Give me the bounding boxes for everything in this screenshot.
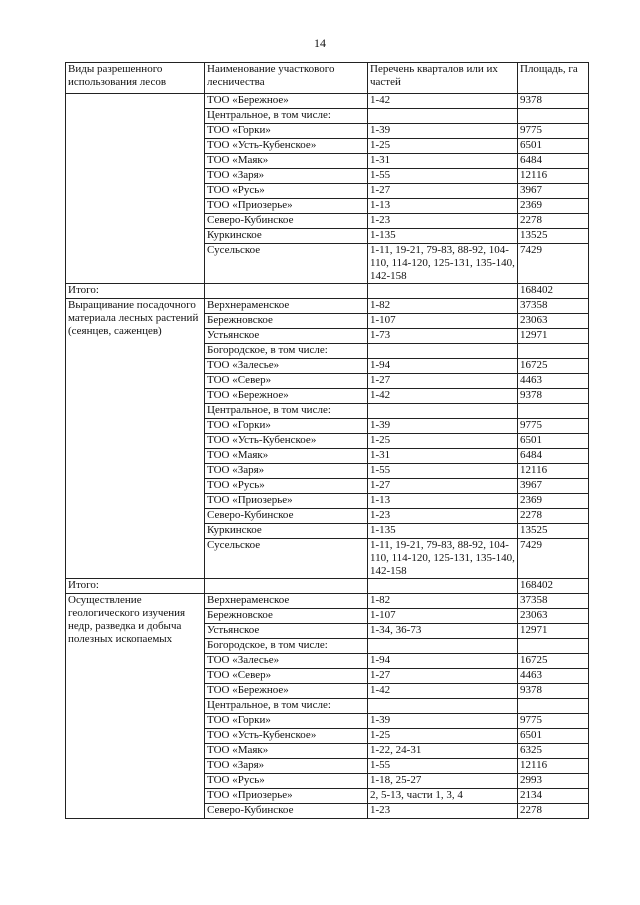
forestry-name-cell: Сусельское: [205, 539, 368, 579]
quarters-cell: 1-11, 19-21, 79-83, 88-92, 104-110, 114-120, 125-131, 135-140, 142-158: [368, 244, 518, 284]
quarters-cell: 1-135: [368, 229, 518, 244]
forestry-name-cell: ТОО «Горки»: [205, 124, 368, 139]
quarters-cell: 1-25: [368, 434, 518, 449]
forestry-name-cell: Богородское, в том числе:: [205, 344, 368, 359]
quarters-cell: 1-39: [368, 714, 518, 729]
forestry-name-cell: ТОО «Север»: [205, 374, 368, 389]
quarters-cell: 1-42: [368, 94, 518, 109]
forestry-name-cell: ТОО «Залесье»: [205, 359, 368, 374]
forestry-name-cell: ТОО «Заря»: [205, 759, 368, 774]
total-empty-cell: [205, 579, 368, 594]
area-cell: 4463: [518, 669, 589, 684]
area-cell: [518, 109, 589, 124]
area-cell: 23063: [518, 609, 589, 624]
quarters-cell: [368, 639, 518, 654]
header-use-type: Виды разрешенного использования лесов: [66, 63, 205, 94]
quarters-cell: 1-31: [368, 154, 518, 169]
page-number: 14: [314, 36, 326, 50]
quarters-cell: 1-23: [368, 214, 518, 229]
area-cell: 2369: [518, 199, 589, 214]
total-empty-cell: [205, 284, 368, 299]
header-area: Площадь, га: [518, 63, 589, 94]
header-forestry-name: Наименование участкового лесничества: [205, 63, 368, 94]
quarters-cell: 1-42: [368, 684, 518, 699]
area-cell: 4463: [518, 374, 589, 389]
quarters-cell: [368, 699, 518, 714]
quarters-cell: 1-31: [368, 449, 518, 464]
forestry-name-cell: ТОО «Усть-Кубенское»: [205, 434, 368, 449]
land-use-table: [65, 62, 589, 819]
table-body: [66, 94, 589, 819]
area-cell: 6484: [518, 154, 589, 169]
forestry-name-cell: ТОО «Русь»: [205, 184, 368, 199]
area-cell: 3967: [518, 184, 589, 199]
area-cell: 2369: [518, 494, 589, 509]
quarters-cell: 1-55: [368, 759, 518, 774]
quarters-cell: 1-23: [368, 804, 518, 819]
quarters-cell: [368, 109, 518, 124]
forestry-name-cell: ТОО «Приозерье»: [205, 494, 368, 509]
forestry-name-cell: ТОО «Бережное»: [205, 389, 368, 404]
total-value: 168402: [518, 579, 589, 594]
quarters-cell: 1-55: [368, 464, 518, 479]
quarters-cell: 1-34, 36-73: [368, 624, 518, 639]
quarters-cell: 1-94: [368, 359, 518, 374]
total-row: [66, 284, 589, 299]
area-cell: 6484: [518, 449, 589, 464]
forestry-name-cell: ТОО «Усть-Кубенское»: [205, 729, 368, 744]
table-header-row: [66, 63, 589, 94]
forestry-name-cell: ТОО «Маяк»: [205, 449, 368, 464]
forestry-name-cell: ТОО «Горки»: [205, 419, 368, 434]
quarters-cell: 1-27: [368, 479, 518, 494]
total-value: 168402: [518, 284, 589, 299]
area-cell: 6325: [518, 744, 589, 759]
area-cell: 16725: [518, 654, 589, 669]
area-cell: 9378: [518, 94, 589, 109]
use-type-cell: Осуществление геологического изучения недр, разведка и добыча полезных ископаемых: [66, 594, 205, 819]
use-type-cell: [66, 94, 205, 284]
area-cell: [518, 404, 589, 419]
total-empty-cell: [368, 284, 518, 299]
area-cell: 23063: [518, 314, 589, 329]
area-cell: 6501: [518, 434, 589, 449]
use-type-cell: Выращивание посадочного материала лесных растений (сеянцев, саженцев): [66, 299, 205, 579]
area-cell: 9378: [518, 684, 589, 699]
quarters-cell: [368, 344, 518, 359]
quarters-cell: 1-107: [368, 314, 518, 329]
total-label: Итого:: [66, 284, 205, 299]
forestry-name-cell: Верхнераменское: [205, 299, 368, 314]
forestry-name-cell: ТОО «Север»: [205, 669, 368, 684]
forestry-name-cell: Бережновское: [205, 314, 368, 329]
quarters-cell: 1-135: [368, 524, 518, 539]
quarters-cell: 1-25: [368, 729, 518, 744]
table-row: [66, 94, 589, 109]
quarters-cell: 1-27: [368, 184, 518, 199]
area-cell: 2278: [518, 214, 589, 229]
quarters-cell: 2, 5-13, части 1, 3, 4: [368, 789, 518, 804]
forestry-name-cell: Верхнераменское: [205, 594, 368, 609]
quarters-cell: 1-25: [368, 139, 518, 154]
area-cell: 12116: [518, 464, 589, 479]
area-cell: 13525: [518, 524, 589, 539]
area-cell: 12116: [518, 759, 589, 774]
forestry-name-cell: Северо-Кубинское: [205, 214, 368, 229]
area-cell: 12971: [518, 624, 589, 639]
area-cell: 2993: [518, 774, 589, 789]
forestry-name-cell: ТОО «Залесье»: [205, 654, 368, 669]
area-cell: 3967: [518, 479, 589, 494]
area-cell: 9775: [518, 124, 589, 139]
quarters-cell: 1-39: [368, 124, 518, 139]
forestry-name-cell: ТОО «Заря»: [205, 169, 368, 184]
area-cell: 12971: [518, 329, 589, 344]
quarters-cell: [368, 404, 518, 419]
quarters-cell: 1-82: [368, 594, 518, 609]
area-cell: [518, 344, 589, 359]
area-cell: 9775: [518, 419, 589, 434]
quarters-cell: 1-13: [368, 494, 518, 509]
forestry-name-cell: Центральное, в том числе:: [205, 109, 368, 124]
area-cell: [518, 639, 589, 654]
area-cell: 9775: [518, 714, 589, 729]
forestry-name-cell: Северо-Кубинское: [205, 509, 368, 524]
area-cell: 2134: [518, 789, 589, 804]
table-row: [66, 594, 589, 609]
forestry-name-cell: Центральное, в том числе:: [205, 699, 368, 714]
forestry-name-cell: ТОО «Русь»: [205, 774, 368, 789]
forestry-name-cell: Устьянское: [205, 624, 368, 639]
area-cell: 37358: [518, 594, 589, 609]
quarters-cell: 1-42: [368, 389, 518, 404]
area-cell: 6501: [518, 729, 589, 744]
forestry-name-cell: ТОО «Русь»: [205, 479, 368, 494]
forestry-name-cell: ТОО «Маяк»: [205, 154, 368, 169]
forestry-name-cell: ТОО «Бережное»: [205, 684, 368, 699]
quarters-cell: 1-27: [368, 669, 518, 684]
forestry-name-cell: Куркинское: [205, 229, 368, 244]
quarters-cell: 1-82: [368, 299, 518, 314]
area-cell: 7429: [518, 539, 589, 579]
area-cell: 2278: [518, 509, 589, 524]
forestry-name-cell: Северо-Кубинское: [205, 804, 368, 819]
area-cell: 7429: [518, 244, 589, 284]
area-cell: 37358: [518, 299, 589, 314]
total-label: Итого:: [66, 579, 205, 594]
header-quarters-list: Перечень кварталов или их частей: [368, 63, 518, 94]
quarters-cell: 1-39: [368, 419, 518, 434]
forestry-name-cell: Куркинское: [205, 524, 368, 539]
area-cell: [518, 699, 589, 714]
forestry-name-cell: ТОО «Заря»: [205, 464, 368, 479]
forestry-name-cell: ТОО «Бережное»: [205, 94, 368, 109]
quarters-cell: 1-94: [368, 654, 518, 669]
forestry-name-cell: Сусельское: [205, 244, 368, 284]
table-row: [66, 299, 589, 314]
forestry-name-cell: ТОО «Приозерье»: [205, 789, 368, 804]
quarters-cell: 1-107: [368, 609, 518, 624]
area-cell: 16725: [518, 359, 589, 374]
forestry-name-cell: ТОО «Усть-Кубенское»: [205, 139, 368, 154]
forestry-name-cell: ТОО «Горки»: [205, 714, 368, 729]
area-cell: 2278: [518, 804, 589, 819]
quarters-cell: 1-13: [368, 199, 518, 214]
quarters-cell: 1-22, 24-31: [368, 744, 518, 759]
quarters-cell: 1-27: [368, 374, 518, 389]
quarters-cell: 1-55: [368, 169, 518, 184]
total-row: [66, 579, 589, 594]
forestry-name-cell: ТОО «Маяк»: [205, 744, 368, 759]
forestry-name-cell: Устьянское: [205, 329, 368, 344]
quarters-cell: 1-23: [368, 509, 518, 524]
area-cell: 9378: [518, 389, 589, 404]
area-cell: 13525: [518, 229, 589, 244]
area-cell: 6501: [518, 139, 589, 154]
quarters-cell: 1-18, 25-27: [368, 774, 518, 789]
total-empty-cell: [368, 579, 518, 594]
forestry-name-cell: Бережновское: [205, 609, 368, 624]
area-cell: 12116: [518, 169, 589, 184]
forestry-name-cell: Богородское, в том числе:: [205, 639, 368, 654]
forestry-name-cell: ТОО «Приозерье»: [205, 199, 368, 214]
quarters-cell: 1-11, 19-21, 79-83, 88-92, 104-110, 114-120, 125-131, 135-140, 142-158: [368, 539, 518, 579]
quarters-cell: 1-73: [368, 329, 518, 344]
forestry-name-cell: Центральное, в том числе:: [205, 404, 368, 419]
